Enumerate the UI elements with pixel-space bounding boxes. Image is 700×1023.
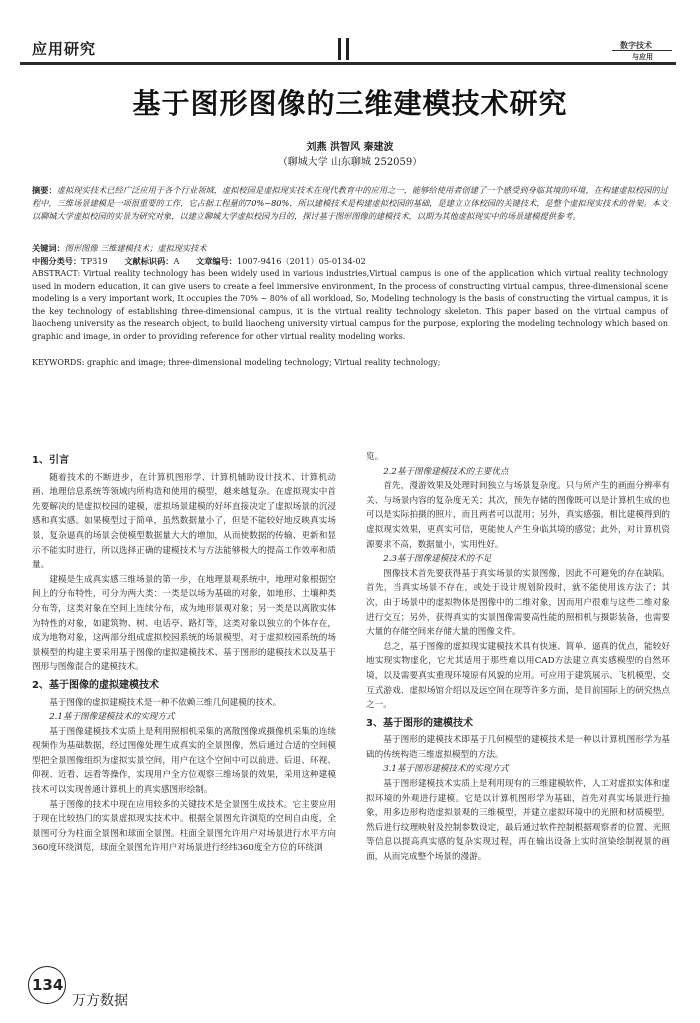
paragraph: 基于图形的建模技术即基于几何模型的建模技术是一种以计算机图形学为基础的传统构造三维虚拟模型的方法。	[366, 735, 670, 760]
paragraph: 览。	[366, 452, 384, 462]
chinese-keywords	[32, 242, 668, 255]
subsection-heading: 3.1基于图形建模技术的实现方式	[383, 764, 509, 775]
body-right-column	[366, 450, 670, 865]
paragraph: 首先，漫游效果及处理时间独立与场景复杂度。只与所产生的画面分辨率有关、与场景内容的复杂度无关；其次，预先存储的图像既可以是计算机生成的也可以是实际拍摄的照片，而且两者可以混用；另外，真实感强，相比建模得到的虚拟现实效果，更真实可信，更能使人产生身临其境的感觉；此外，对计算机资源要求不高，数据量小，实用性好。	[366, 481, 670, 550]
logo-text-bottom: 与应用	[632, 52, 653, 61]
page-number: 134	[32, 976, 64, 994]
section-heading-image-modeling: 2、基于图像的虚拟建模技术	[32, 679, 159, 691]
paper-title: 基于图形图像的三维建模技术研究	[132, 87, 568, 120]
journal-logo	[612, 40, 674, 62]
paragraph: 图像技术首先要获得基于真实场景的实景图像，因此不可避免的存在缺陷。首先，当真实场景不存在，或处于设计规划阶段时，就不能使用该方法了；其次，由于场景中的虚拟物体是图像中的二维对象，因而用户很难与这些二维对象进行交互；另外，获得真实的实景图像需要高性能的照相机与摄影装备，也需要大量的存储空间来存储大量的图像文件。	[366, 568, 670, 638]
section-label: 应用研究	[32, 40, 97, 58]
paper-authors: 刘燕 洪智风 秦建波	[306, 142, 394, 153]
paragraph: 建模是生成真实感三维场景的第一步，在地理景观系统中，地理对象根据空间上的分布特性，可分为两大类：一类是以场为基础的对象，如地形、土壤种类分布等，这类对象在空间上连续分布，成为地形景观对象；另一类是以离散实体为特性的对象，如建筑物、树、电话亭、路灯等，这类对象以独立的个体存在，成为地物对象，这两部分组成虚拟校园系统的场景模型，对于虚拟校园系统的场景模型的构建主要采用基于图像的虚拟建模技术、基于图形的建模技术以及基于图形与图像混合的建模技术。	[32, 574, 336, 673]
paragraph: 基于图形建模技术实质上是利用现有的三维建模软件，人工对虚拟实体和虚拟环境的外观进行建模。它是以计算机图形学为基础，首先对真实场景进行抽象，用多边形构造虚拟景观的三维模型，并建立虚拟环境中的光照和材质模型。然后进行纹理映射及控制参数设定，最后通过软件控制根据观察者的位置、光照等信息以提高真实感的复杂实现过程，再在输出设备上实时渲染绘制视景的画面，从而完成整个场景的漫游。	[366, 779, 670, 863]
paragraph: 总之，基于图像的虚拟现实建模技术具有快速、简单、逼真的优点，能较好地实现实物虚化，它尤其适用于那些难以用CAD方法建立真实感模型的自然环境，以及需要真实重现环境原有风貌的应用。可应用于建筑展示、飞机模型、交互式游戏、虚拟场馆介绍以及远空间在现等许多方面，是目前国际上的研究热点之一。	[366, 641, 670, 711]
watermark-text: 万方数据	[72, 993, 128, 1009]
classification-line: 中图分类号：TP319 文献标识码：A 文章编号：1007-9416（2011）05-0134-02	[32, 256, 366, 266]
abstract-text: 虚拟现实技术已经广泛应用于各个行业领域，虚拟校园是虚拟现实技术在现代教育中的应用之一，能够给使用者创建了一个感受到身临其境的环境，在构建虚拟校园的过程中，三维场景建模是一项很重要的工作，它占据工程量的70%~80%，所以建模技术是构建虚拟校园的基础，是建立立体校园的关键技术，是整个虚拟现实技术的骨架。本文以聊城大学虚拟校园的实景为研究对象，以建立聊城大学虚拟校园为目的，探讨基于图形图像的建模技术，以期为其他虚拟现实中的场景建模提供参考。	[32, 185, 668, 221]
subsection-heading: 2.3基于图像建模技术的不足	[383, 554, 492, 565]
paragraph: 基于图像的技术中现在应用较多的关键技术是全景图生成技术。它主要应用于现在比较热门的实景虚拟现实技术中。根据全景图允许浏览的空间自由度，全景图可分为柱面全景图和球面全景图。柱面全景图允许用户对场景进行水平方向360度环绕浏览，球面全景图允许用户对场景进行经纬360度全方位的环绕浏	[32, 799, 336, 854]
document-code: A	[173, 256, 180, 266]
journal-header	[0, 0, 700, 72]
header-rule	[20, 62, 676, 65]
keywords-text: 图形图像 三维建模技术；虚拟现实技术	[64, 243, 207, 253]
article-number: 1007-9416（2011）05-0134-02	[236, 256, 366, 266]
header-bars-decoration	[336, 38, 354, 60]
abstract-label: 摘要：	[32, 185, 57, 195]
paragraph: 基于图像的虚拟建模技术是一种不依赖三维几何建模的技术。	[49, 697, 282, 708]
class-number: TP319	[81, 256, 108, 266]
paragraph: 基于图像建模技术实质上是利用照相机采集的离散图像或摄像机采集的连续视频作为基础数据，经过图像处理生成真实的全景图像，然后通过合适的空间模型把全景图像组织为虚拟实景空间，用户在这个空间中可以前进、后退、环视、仰视、近看、远看等操作，实现用户全方位观察三维场景的效果，采用这种建模技术可以实现普通计算机上的真实感图形绘制。	[32, 726, 336, 796]
section-heading-graphic-modeling: 3、基于图形的建模技术	[366, 717, 473, 729]
chinese-abstract	[32, 184, 668, 222]
paper-affiliation: （聊城大学 山东聊城 252059）	[277, 157, 423, 168]
section-heading-intro: 1、引言	[32, 455, 69, 466]
page-number-badge	[28, 966, 68, 1006]
english-keywords: KEYWORDS: graphic and image; three-dimensional modeling technology; Virtual reality technology;	[32, 358, 441, 367]
subsection-heading: 2.1基于图像建模技术的实现方式	[49, 712, 175, 723]
keywords-label: 关键词：	[32, 243, 65, 253]
body-left-column	[32, 450, 336, 856]
paragraph: 随着技术的不断进步，在计算机图形学、计算机辅助设计技术、计算机动画、地理信息系统等领域内所构造和使用的模型，越来越复杂。在虚拟现实中首先要解决的是虚拟校园的建模，虚拟场景建模的好坏直接决定了虚拟场景的沉浸感和真实感。如果模型过于简单，虽然数据量小了，但是不能较好地反映真实场景，复杂逼真的场景会使模型数据量大大的增加，从而使数据的传输、更新和显示不能实时进行，所以选择正确的建模技术与方法能够极大的提高工作效率和质量。	[32, 472, 336, 571]
english-abstract: ABSTRACT: Virtual reality technology has been widely used in various industries,Virtual campus is one of the application which virtual reality technology used in modern education, it can give users to create a feel immersive environment, In the process of constructing virtual campus, three-dimensional scene modeling is a very important work, It occupies the 70% ~ 80% of all workload, So, Modeling technology is the basis of constructing the virtual campus, it is the key technology of establishing three-dimensional campus, it is the virtual reality technology skeleton. This paper based on the virtual campus of liaocheng university as the research object, to build liaocheng university virtual campus for the purpose, exploring the modeling technology which based on graphic and image, in order to providing reference for other virtual reality modeling works.	[32, 269, 668, 341]
subsection-heading: 2.2基于图像建模技术的主要优点	[383, 466, 509, 477]
logo-text-top: 数字技术	[620, 40, 652, 50]
